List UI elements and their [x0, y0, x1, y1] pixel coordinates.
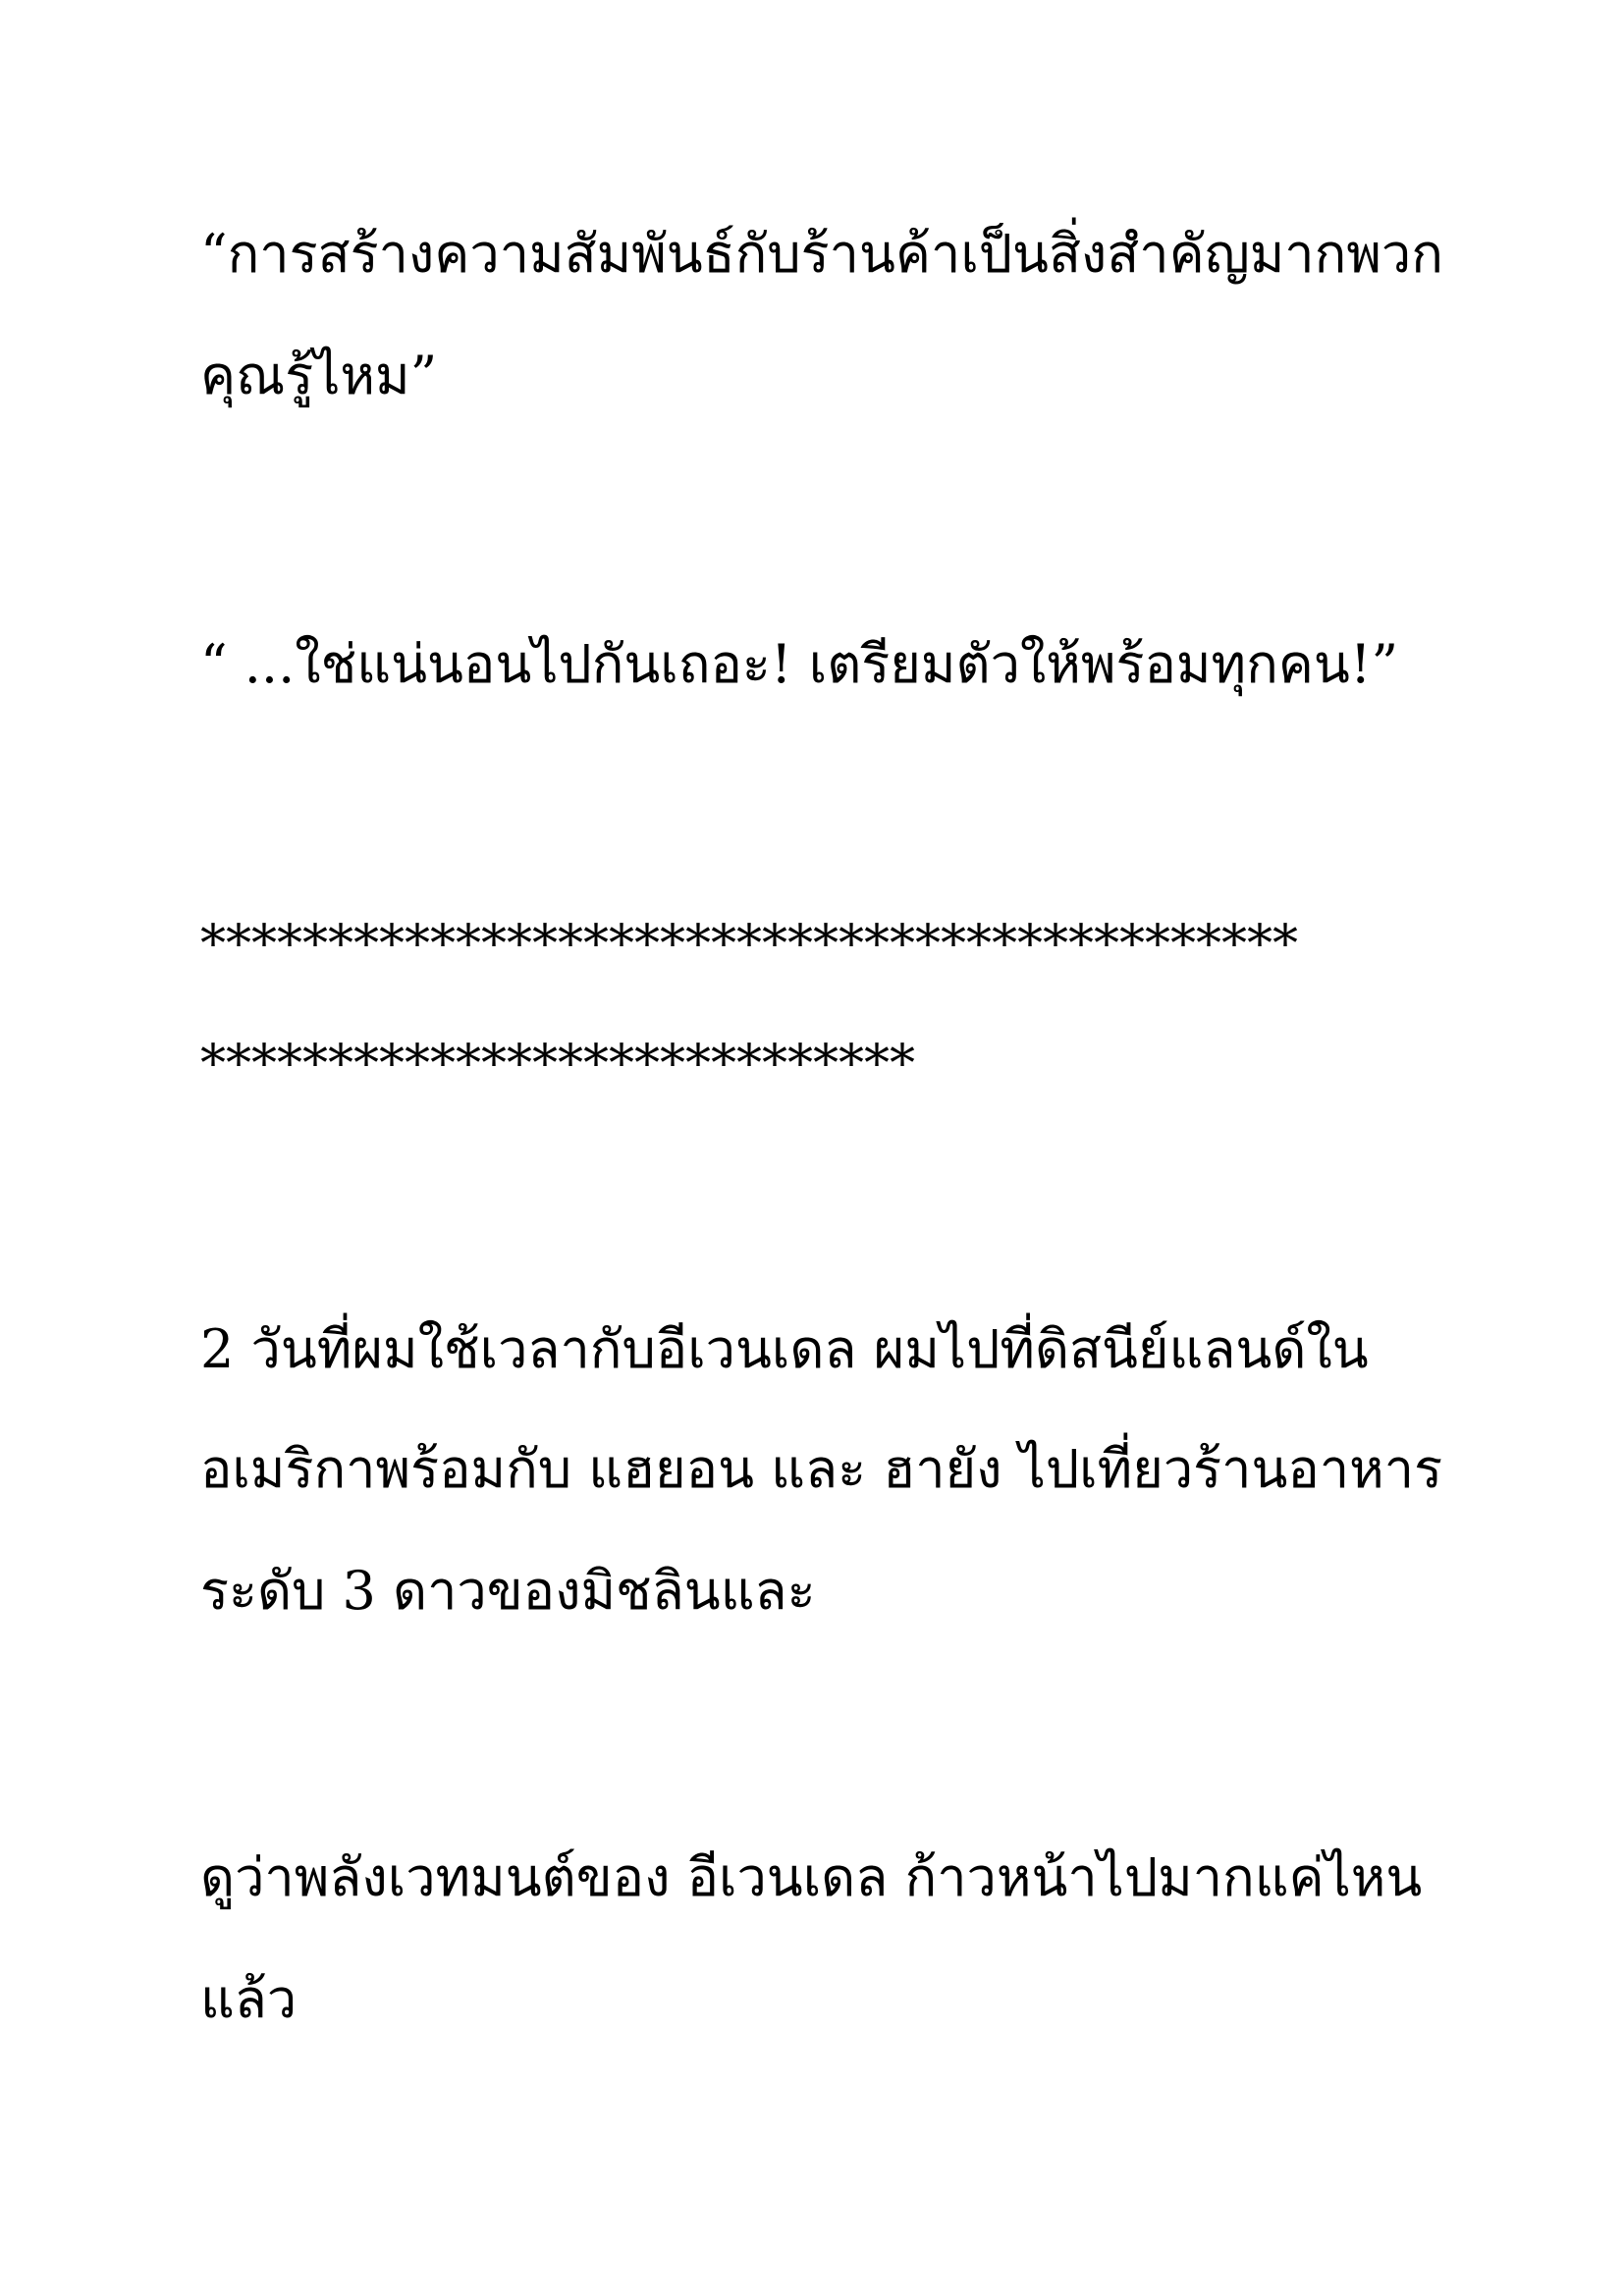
paragraph-3-line-3: ระดับ 3 ดาวของมิชลินและ — [200, 1560, 816, 1622]
paragraph-3-line-2: อเมริกาพร้อมกับ แฮยอน และ ฮายัง ไปเที่ยวร้านอาหาร — [200, 1438, 1443, 1500]
paragraph-3-line-1: 2 วันที่ผมใช้เวลากับอีเวนเดล ผมไปที่ดิสนีย์แลนด์ใน — [200, 1318, 1369, 1380]
paragraph-4-line-2: แล้ว — [200, 1968, 298, 2030]
paragraph-4-line-1: ดูว่าพลังเวทมนต์ของ อีเวนเดล ก้าวหน้าไปมากแค่ไหน — [200, 1846, 1423, 1908]
separator-line-2: **************************** — [200, 1035, 915, 1094]
paragraph-2-line-1: “ ...ใช่แน่นอนไปกันเถอะ! เตรียมตัวให้พร้อมทุกคน!” — [200, 633, 1399, 695]
separator-line-1: ******************************************* — [200, 915, 1298, 974]
paragraph-1-line-1: “การสร้างความสัมพันธ์กับร้านค้าเป็นสิ่งสำคัญมากพวก — [200, 223, 1443, 285]
paragraph-1-line-2: คุณรู้ไหม” — [200, 345, 438, 406]
